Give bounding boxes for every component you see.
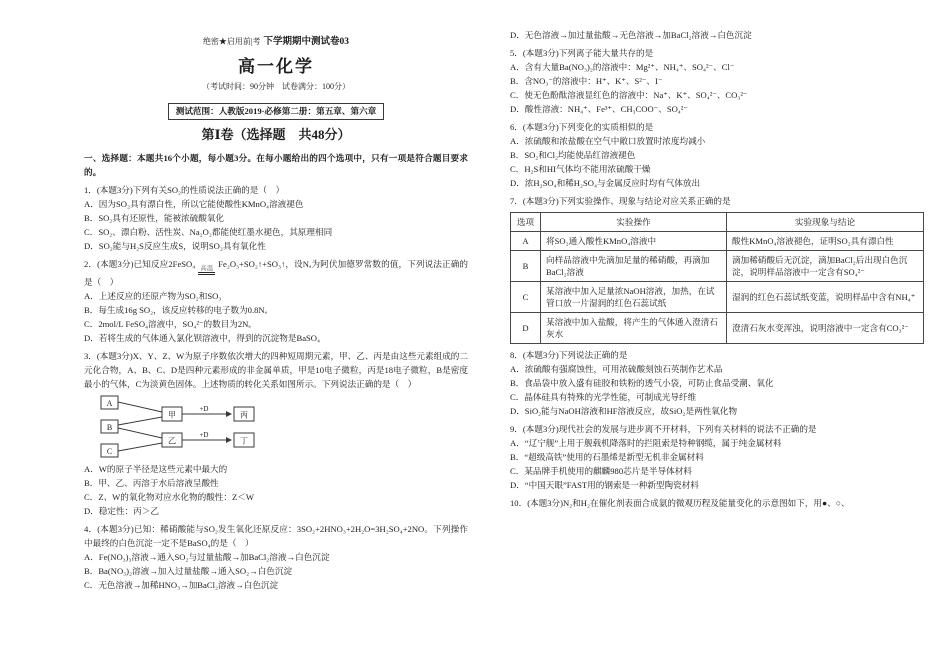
column-header: 实验操作 xyxy=(541,213,727,232)
part-one-title: 第Ⅰ卷（选择题 共48分） xyxy=(201,127,351,142)
table-row xyxy=(511,282,924,313)
option: C．无色溶液→加稀HNO₃→加BaCl₂溶液→白色沉淀 xyxy=(84,580,279,590)
question-stem: 8．(本题3分)下列说法正确的是 xyxy=(510,350,628,360)
table-row xyxy=(511,232,924,251)
q3-transformation-diagram xyxy=(98,394,273,460)
option: B．SO₂具有还原性，能被浓硫酸氧化 xyxy=(84,213,225,223)
question-stem: 10．(本题3分)N₂和H₂在催化剂表面合成氨的微观历程及能量变化的示意图如下，用●、○、 xyxy=(510,498,850,508)
scope-wrap xyxy=(84,101,468,120)
question-stem xyxy=(84,257,468,289)
secrecy-line xyxy=(84,36,468,48)
row-operation: 某溶液中加入盐酸，将产生的气体通入澄清石灰水 xyxy=(541,313,727,344)
question-stem: 1．(本题3分)下列有关SO₂的性质说法正确的是（ ） xyxy=(84,185,285,195)
document-header xyxy=(84,36,468,143)
option: A．含有大量Ba(NO₃)₂的溶液中：Mg²⁺、NH₄⁺、SO₄²⁻、Cl⁻ xyxy=(510,62,735,72)
connector-line xyxy=(118,443,162,451)
question-6 xyxy=(510,120,924,190)
section-intro: 一、选择题：本题共16个小题，每小题3分。在每小题给出的四个选项中，只有一项是符合题目要求的。 xyxy=(84,153,468,177)
option: C．Z、W的氧化物对应水化物的酸性：Z＜W xyxy=(84,492,254,502)
reaction-condition xyxy=(198,265,215,275)
question-10 xyxy=(510,496,924,510)
option: C．某品牌手机使用的麒麟980芯片是半导体材料 xyxy=(510,466,692,476)
diagram-box-label: C xyxy=(106,447,113,456)
equals-bar xyxy=(198,272,215,275)
option: B．“超级高铁”使用的石墨烯是新型无机非金属材料 xyxy=(510,452,704,462)
equation-rhs: Fe₂O₃+SO₂↑+SO₃↑，设Nₐ为阿伏加德罗常数的值，下列说法正确的是（ ） xyxy=(84,259,468,287)
row-operation: 将SO₂通入酸性KMnO₄溶液中 xyxy=(541,232,727,251)
option: B．Ba(NO₃)₂溶液→加入过量盐酸→通入SO₂→白色沉淀 xyxy=(84,566,293,576)
option: A．浓硫酸有强腐蚀性，可用浓硫酸刻蚀石英制作艺术品 xyxy=(510,364,723,374)
option: D．酸性溶液：NH₄⁺、Fe³⁺、CH₃COO⁻、SO₄²⁻ xyxy=(510,104,688,114)
question-stem: 7．(本题3分)下列实验操作、现象与结论对应关系正确的是 xyxy=(510,196,731,206)
row-operation: 向样品溶液中先滴加足量的稀硝酸，再滴加BaCl₂溶液 xyxy=(541,251,727,282)
question-8 xyxy=(510,348,924,418)
question-stem: 6．(本题3分)下列变化的实质相似的是 xyxy=(510,122,654,132)
row-result: 湿润的红色石蕊试纸变蓝，说明样品中含有NH₄⁺ xyxy=(727,282,924,313)
option: D．浓H₂SO₄和稀H₂SO₄与金属反应时均有气体放出 xyxy=(510,178,701,188)
column-header: 实验现象与结论 xyxy=(727,213,924,232)
table-row xyxy=(511,251,924,282)
question-stem: 9．(本题3分)现代社会的发展与进步离不开材料，下列有关材料的说法不正确的是 xyxy=(510,424,817,434)
left-column xyxy=(84,28,468,592)
option: B．食品袋中放入盛有硅胶和铁粉的透气小袋，可防止食品受潮、氧化 xyxy=(510,378,774,388)
diagram-box-label: 乙 xyxy=(168,436,176,446)
connector-line xyxy=(118,402,162,412)
column-gap xyxy=(468,28,510,592)
arrowhead xyxy=(226,437,232,443)
column-header: 选项 xyxy=(511,213,541,232)
question-4 xyxy=(84,522,468,592)
row-option: D xyxy=(511,313,541,344)
diagram-box-label: A xyxy=(106,399,113,408)
option: D．稳定性：丙＞乙 xyxy=(84,506,159,516)
row-result: 滴加稀硝酸后无沉淀，滴加BaCl₂后出现白色沉淀，说明样品溶液中一定含有SO₄²⁻ xyxy=(727,251,924,282)
table-header-row xyxy=(511,213,924,232)
option: A．Fe(NO₃)₃溶液→通入SO₂与过量盐酸→加BaCl₂溶液→白色沉淀 xyxy=(84,552,330,562)
right-column xyxy=(510,28,924,592)
paper-number: 下学期期中测试卷03 xyxy=(263,37,350,47)
row-option: A xyxy=(511,232,541,251)
diagram-box-label: 甲 xyxy=(168,410,176,420)
option: C．2mol/L FeSO₄溶液中，SO₄²⁻的数目为2Nₐ xyxy=(84,319,251,329)
question-2 xyxy=(84,257,468,345)
option: B．每生成16g SO₂，该反应转移的电子数为0.8Nₐ xyxy=(84,305,267,315)
question-stem: 5．(本题3分)下列离子能大量共存的是 xyxy=(510,48,654,58)
row-option: C xyxy=(511,282,541,313)
option: A．上述反应的还原产物为SO₂和SO₃ xyxy=(84,291,222,301)
option: C．SO₂、漂白粉、活性炭、Na₂O₂都能使红墨水褪色，其原理相同 xyxy=(84,227,333,237)
option: D．SO₂能与H₂S反应生成S，说明SO₂具有氧化性 xyxy=(84,241,266,251)
question-5 xyxy=(510,46,924,116)
option: A．浓硫酸和浓盐酸在空气中敞口放置时浓度均减小 xyxy=(510,136,706,146)
experiment-table xyxy=(510,212,924,344)
diagram-arrow-label: +D xyxy=(199,431,209,439)
option: B．SO₂和Cl₂均能使品红溶液褪色 xyxy=(510,150,636,160)
exam-info: （考试时间：90分钟 试卷满分：100分） xyxy=(202,82,350,91)
question-7 xyxy=(510,194,924,344)
equation-lhs: 2．(本题3分)已知反应2FeSO₄ xyxy=(84,259,196,269)
option: B．含NO₃⁻的溶液中：H⁺、K⁺、S²⁻、I⁻ xyxy=(510,76,663,86)
question-3 xyxy=(84,349,468,518)
question-stem: 4．(本题3分)已知：稀硝酸能与SO₂发生氧化还原反应：3SO₂+2HNO₃+2H₂O=3H₂SO₄+2NO。下列操作中最终的白色沉淀一定不是BaSO₄的是（ ） xyxy=(84,524,468,548)
option: D．若将生成的气体通入氯化钡溶液中，得到的沉淀物是BaSO₄ xyxy=(84,333,320,343)
row-option: B xyxy=(511,251,541,282)
option: C．晶体硅具有特殊的光学性能，可制成光导纤维 xyxy=(510,392,697,402)
option: D．SiO₂能与NaOH溶液和HF溶液反应，故SiO₂是两性氧化物 xyxy=(510,406,738,416)
option: D．无色溶液→加过量盐酸→无色溶液→加BaCl₂溶液→白色沉淀 xyxy=(510,30,752,40)
option: D．“中国天眼”FAST用的钢索是一种新型陶瓷材料 xyxy=(510,480,699,490)
question-1 xyxy=(84,183,468,253)
diagram-arrow-label: +D xyxy=(199,405,209,413)
option: B．甲、乙、丙溶于水后溶液呈酸性 xyxy=(84,478,219,488)
row-result: 酸性KMnO₄溶液褪色，证明SO₂具有漂白性 xyxy=(727,232,924,251)
question-stem: 3．(本题3分)X、Y、Z、W为原子序数依次增大的四种短周期元素，甲、乙、丙是由这些元素组成的二元化合物，A、B、C、D是四种元素形成的非金属单质，甲是10电子微粒，丙是18电子微粒，B是密度最小的气体，C为淡黄色固体。上述物质的转化关系如图所示。下列说法正确的是（ ） xyxy=(84,351,468,389)
diagram-box-label: B xyxy=(106,423,113,432)
option: A．“辽宁舰”上用于舰载机降落时的拦阻索是特种钢缆，属于纯金属材料 xyxy=(510,438,782,448)
option: C．使无色酚酞溶液显红色的溶液中：Na⁺、K⁺、SO₄²⁻、CO₃²⁻ xyxy=(510,90,748,100)
row-result: 澄清石灰水变浑浊，说明溶液中一定含有CO₃²⁻ xyxy=(727,313,924,344)
connector-line xyxy=(118,417,162,425)
subject-title: 高一化学 xyxy=(238,57,314,76)
row-operation: 某溶液中加入足量浓NaOH溶液，加热，在试管口放一片湿润的红色石蕊试纸 xyxy=(541,282,727,313)
test-scope-box: 测试范围：人教版2019·必修第二册：第五章、第六章 xyxy=(168,103,385,120)
connector-line xyxy=(118,428,162,438)
table-row xyxy=(511,313,924,344)
diagram-box-label: 丙 xyxy=(240,410,248,420)
option: C．H₂S和HI气体均不能用浓硫酸干燥 xyxy=(510,164,651,174)
option: A．W的原子半径是这些元素中最大的 xyxy=(84,464,228,474)
diagram-box-label: 丁 xyxy=(240,436,248,446)
condition-label: 高温 xyxy=(200,265,214,272)
arrowhead xyxy=(226,411,232,417)
secrecy-label: 绝密★启用前|考 xyxy=(202,37,261,46)
option: A．因为SO₂具有漂白性，所以它能使酸性KMnO₄溶液褪色 xyxy=(84,199,304,209)
question-9 xyxy=(510,422,924,492)
